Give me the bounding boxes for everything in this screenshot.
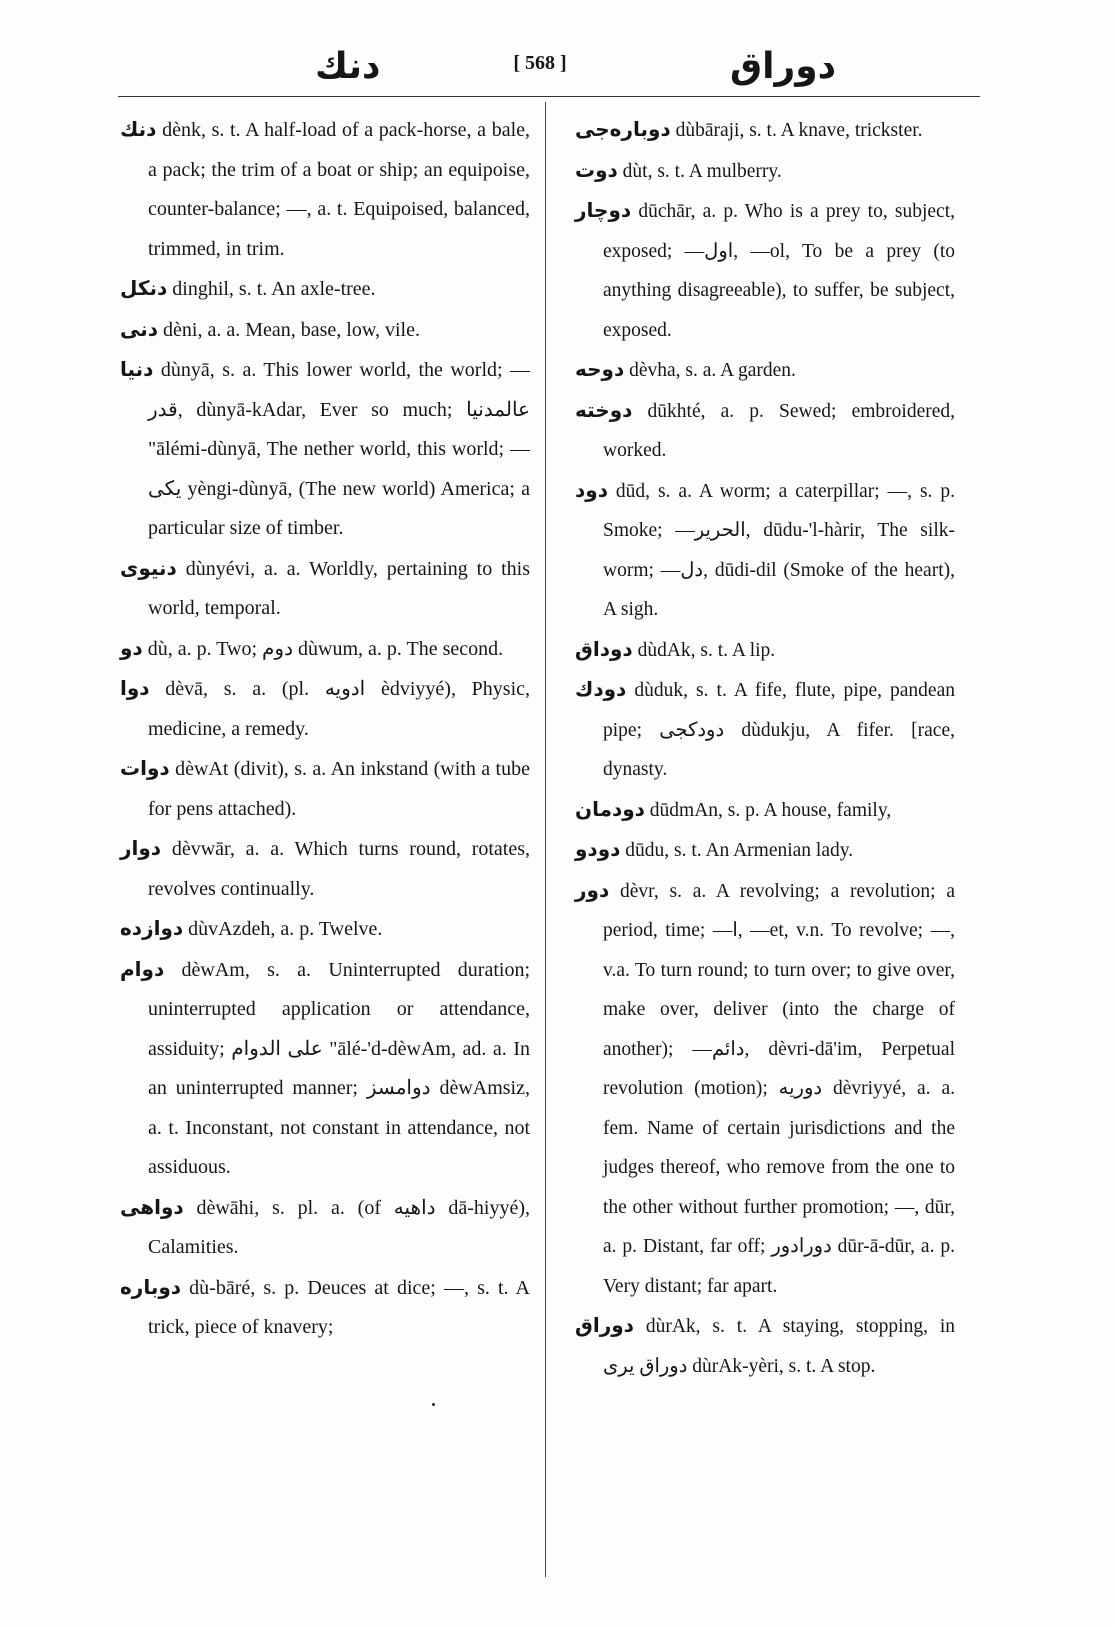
dictionary-entry <box>575 790 955 831</box>
dictionary-entry <box>120 950 530 1188</box>
entry-text: dèwAt (divit), s. a. An inkstand (with a tube for pens attached). <box>148 758 530 820</box>
dictionary-entry <box>120 350 530 549</box>
dictionary-entry <box>120 829 530 909</box>
entry-text: dèvr, s. a. A revolving; a revolution; a period, time; —ا, —et, v.n. To revolve; —, v.a. To turn round; to turn over; to give over, make over, deliver (into the charge of another); —دائم, dèvri-dā'im, Perpetual revolution (motion); دوريه dèvriyyé, a. a. fem. Name of certain jurisdictions and the judges thereof, who remove from the one to the other without further promotion; —, dūr, a. p. Distant, far off; دورادور dūr-ā-dūr, a. p. Very distant; far apart. <box>603 880 956 1297</box>
arabic-headword: دور <box>575 877 610 902</box>
entry-text: dùbāraji, s. t. A knave, trickster. <box>675 120 923 141</box>
dictionary-entry <box>120 269 530 310</box>
dictionary-entry <box>120 110 530 269</box>
dictionary-entry <box>120 549 530 629</box>
arabic-headword: دو <box>120 635 143 660</box>
arabic-headword: دوراق <box>575 1313 634 1337</box>
entry-text: dùnyā, s. a. This lower world, the world; —قدر, dùnyā-kAdar, Ever so much; عالمدنيا "ālémi-dùnyā, The nether world, this world; —يكى yèngi-dùnyā, (The new world) America; a particular size of timber. <box>148 359 531 539</box>
dictionary-entry <box>575 471 955 630</box>
dictionary-entry <box>120 1268 530 1348</box>
dictionary-entry <box>575 871 955 1307</box>
dictionary-entry <box>575 670 955 790</box>
arabic-headword: دوت <box>575 157 618 182</box>
entry-text: dūd, s. a. A worm; a caterpillar; —, s. p. Smoke; —الحرير, dūdu-'l-hàrir, The silk-worm; —دل, dūdi-dil (Smoke of the heart), A sigh. <box>603 480 955 620</box>
left-column <box>120 110 530 1348</box>
dictionary-entry <box>575 191 955 350</box>
entry-text: dùvAzdeh, a. p. Twelve. <box>188 918 383 940</box>
dictionary-entry <box>575 391 955 471</box>
arabic-headword: دوازده <box>120 916 184 940</box>
arabic-headword: دود <box>575 477 608 502</box>
entry-text: dūdmAn, s. p. A house, family, <box>649 799 892 821</box>
entry-text: dèvā, s. a. (pl. ادويه èdviyyé), Physic, medicine, a remedy. <box>148 678 531 740</box>
entry-text: dùdAk, s. t. A lip. <box>637 639 776 661</box>
entry-text: dènk, s. t. A half-load of a pack-horse, a bale, a pack; the trim of a boat or ship; an equipoise, counter-balance; —, a. t. Equipoised, balanced, trimmed, in trim. <box>148 119 530 260</box>
dictionary-entry <box>575 350 955 391</box>
right-column <box>575 110 955 1386</box>
entry-text: dùduk, s. t. A fife, flute, pipe, pandean pipe; دودكجى dùdukju, A fifer. [race, dynasty. <box>603 680 955 780</box>
arabic-headword: دوام <box>120 956 165 981</box>
arabic-headword: دوخته <box>575 397 633 422</box>
dictionary-entry <box>120 310 530 351</box>
entry-text: dùnyévi, a. a. Worldly, pertaining to this world, temporal. <box>148 557 530 619</box>
dictionary-entry <box>575 110 955 151</box>
entry-text: dūkhté, a. p. Sewed; embroidered, worked. <box>603 400 956 461</box>
entry-text: dūchār, a. p. Who is a prey to, subject, exposed; —اول, —ol, To be a prey (to anything disagreeable), to suffer, be subject, exposed. <box>603 201 955 341</box>
arabic-headword: دوات <box>120 756 170 780</box>
entry-text: dinghil, s. t. An axle-tree. <box>172 278 376 300</box>
arabic-headword: دوبارەجى <box>575 117 671 141</box>
arabic-headword: دنيا <box>120 357 154 381</box>
arabic-headword: دوباره <box>120 1274 182 1299</box>
dictionary-entry <box>120 669 530 749</box>
right-running-headword: دوراق <box>730 46 837 87</box>
arabic-headword: دنك <box>120 117 157 141</box>
entry-text: dūdu, s. t. An Armenian lady. <box>625 840 854 861</box>
entry-text: dùt, s. t. A mulberry. <box>622 160 782 182</box>
entry-text: dù, a. p. Two; دوم dùwum, a. p. The second. <box>147 637 504 660</box>
print-speck <box>432 1403 435 1406</box>
header-rule <box>118 96 980 97</box>
arabic-headword: دودمان <box>575 796 645 821</box>
dictionary-entry <box>120 749 530 829</box>
left-running-headword: دنك <box>315 46 381 87</box>
arabic-headword: دودو <box>575 837 621 861</box>
arabic-headword: دوچار <box>575 198 632 222</box>
entry-text: dèni, a. a. Mean, base, low, vile. <box>163 318 420 341</box>
column-divider <box>545 102 546 1577</box>
arabic-headword: دوحه <box>575 357 625 381</box>
dictionary-entry <box>120 1188 530 1268</box>
page-header <box>100 40 980 96</box>
entry-text: dù-bāré, s. p. Deuces at dice; —, s. t. A trick, piece of knavery; <box>148 1276 530 1338</box>
entry-text: dèvwār, a. a. Which turns round, rotates, revolves continually. <box>148 838 531 900</box>
dictionary-entry <box>575 830 955 871</box>
arabic-headword: دنيوى <box>120 555 177 580</box>
dictionary-entry <box>120 629 530 670</box>
dictionary-entry <box>575 1306 955 1386</box>
arabic-headword: دواهى <box>120 1194 184 1219</box>
dictionary-entry <box>575 151 955 192</box>
arabic-headword: دوار <box>120 836 162 860</box>
arabic-headword: دوداق <box>575 636 633 661</box>
arabic-headword: دنى <box>120 316 159 341</box>
page-number: [ 568 ] <box>513 52 567 74</box>
arabic-headword: دنكل <box>120 276 168 300</box>
entry-text: dèwāhi, s. pl. a. (of داهيه dā-hiyyé), Calamities. <box>148 1196 530 1258</box>
arabic-headword: دودك <box>575 677 627 701</box>
arabic-headword: دوا <box>120 676 150 700</box>
dictionary-entry <box>120 909 530 950</box>
dictionary-entry <box>575 630 955 671</box>
entry-text: dèvha, s. a. A garden. <box>629 360 796 381</box>
entry-text: dùrAk, s. t. A staying, stopping, in دوراق يرى dùrAk-yèri, s. t. A stop. <box>603 1316 955 1377</box>
entry-text: dèwAm, s. a. Uninterrupted duration; uninterrupted application or attendance, assiduity; على الدوام "ālé-'d-dèwAm, ad. a. In an uninterrupted manner; دوامسز dèwAmsiz, a. t. Inconstant, not constant in attendance, not assiduous. <box>148 958 531 1178</box>
